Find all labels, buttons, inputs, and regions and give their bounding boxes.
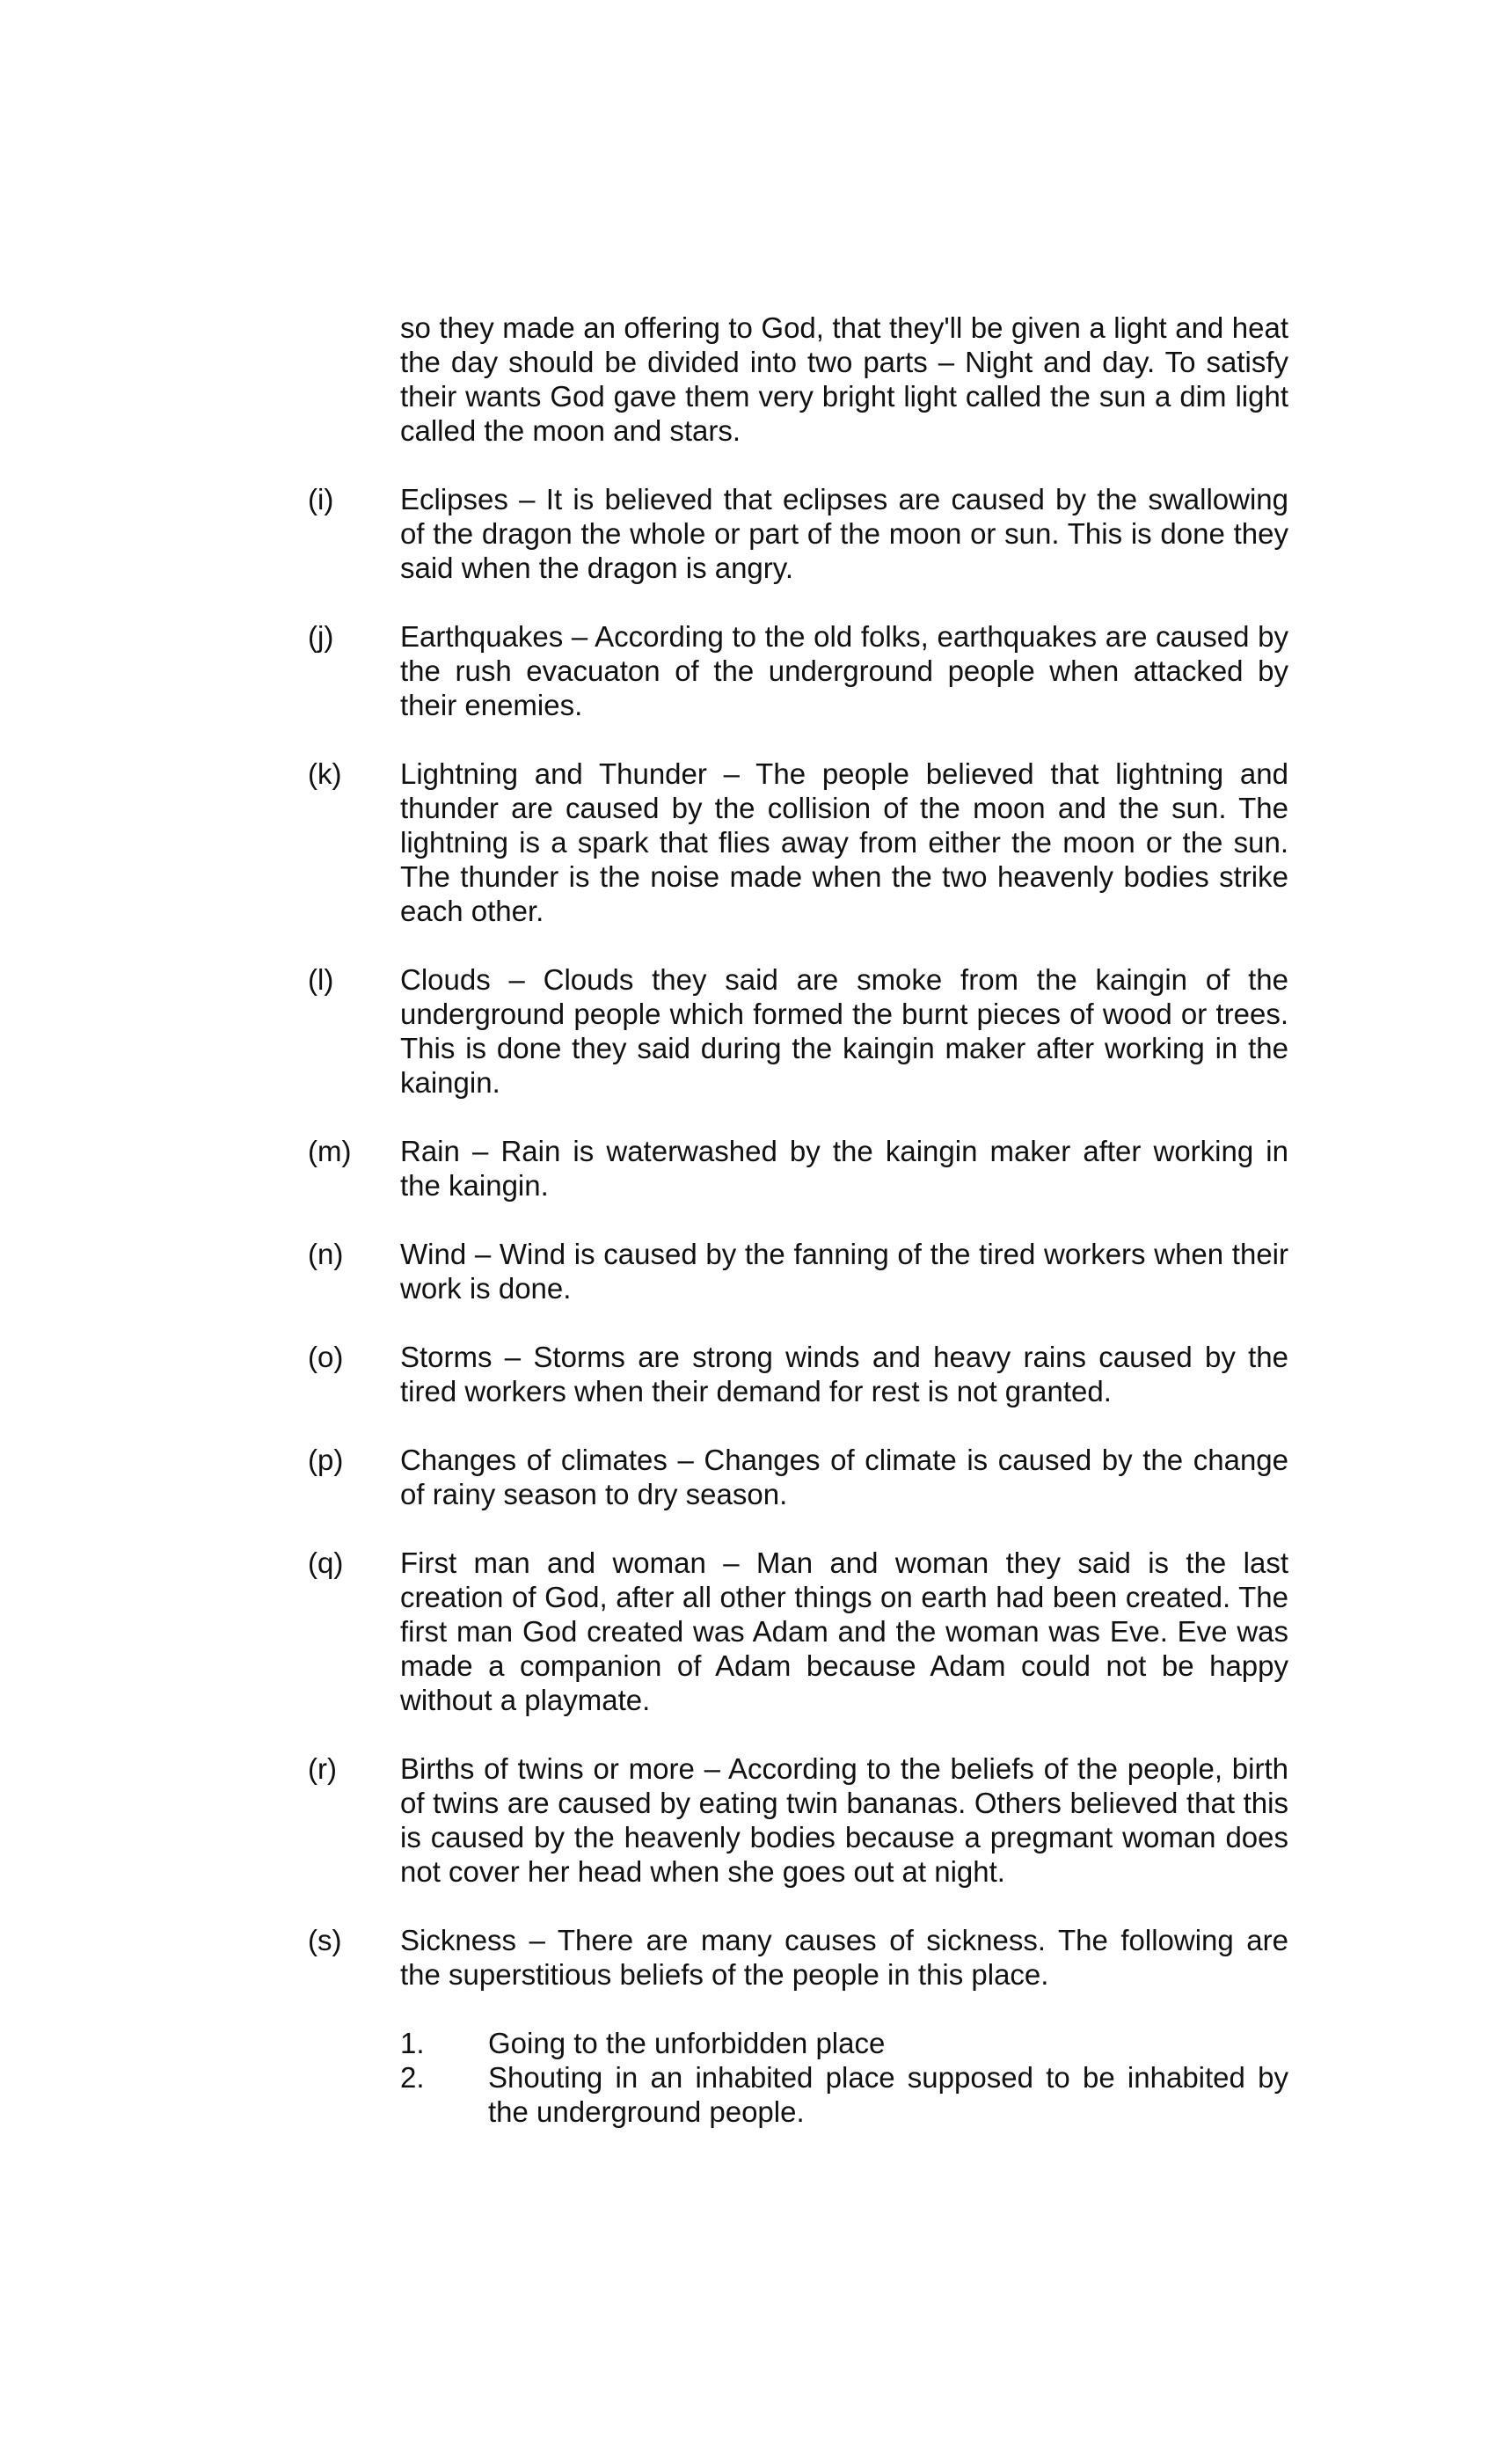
list-item-storms [308,1340,1288,1408]
list-item-first-man-woman [308,1546,1288,1717]
item-text: Eclipses – It is believed that eclipses are caused by the swallowing of the dragon the whole or part of the moon or sun. This is done they said when the dragon is angry. [400,483,1288,584]
item-label: (r) [308,1752,337,1785]
sickness-causes-list [400,2026,1288,2129]
item-label: (l) [308,963,334,996]
list-item-eclipses [308,482,1288,585]
item-text: Rain – Rain is waterwashed by the kaingin maker after working in the kaingin. [400,1135,1288,1202]
sublist-number: 2. [400,2061,425,2094]
item-label: (j) [308,620,334,653]
item-text: Lightning and Thunder – The people believed that lightning and thunder are caused by the collision of the moon and the sun. The lightning is a spark that flies away from either the moon or the sun. The thunder is the noise made when the two heavenly bodies strike each other. [400,757,1288,927]
item-text: Wind – Wind is caused by the fanning of the tired workers when their work is done. [400,1238,1288,1305]
list-item-earthquakes [308,619,1288,722]
sublist-item [400,2026,1288,2060]
item-label: (s) [308,1924,342,1956]
list-item-wind [308,1237,1288,1305]
item-text: First man and woman – Man and woman they said is the last creation of God, after all other things on earth had been created. The first man God created was Adam and the woman was Eve. Eve was made a companion of Adam because Adam could not be happy without a playmate. [400,1546,1288,1716]
item-text: Changes of climates – Changes of climate is caused by the change of rainy season to dry season. [400,1444,1288,1510]
item-text: Births of twins or more – According to the beliefs of the people, birth of twins are caused by eating twin bananas. Others believed that this is caused by the heavenly bodies because a pregmant woman does not cover her head when she goes out at night. [400,1752,1288,1888]
list-item-climate-changes [308,1443,1288,1511]
sublist-text: Going to the unforbidden place [488,2027,886,2059]
item-label: (i) [308,483,334,515]
list-item-lightning-thunder [308,757,1288,928]
list-item-sickness [308,1923,1288,1992]
intro-paragraph: so they made an offering to God, that they'll be given a light and heat the day should be divided into two parts – Night and day. To satisfy their wants God gave them very bright light called the sun a dim light called the moon and stars. [400,311,1288,447]
list-item-rain [308,1134,1288,1203]
item-text: Sickness – There are many causes of sickness. The following are the superstitious beliefs of the people in this place. [400,1924,1288,1991]
item-label: (q) [308,1546,344,1579]
item-text: Earthquakes – According to the old folks, earthquakes are caused by the rush evacuaton of the underground people when attacked by their enemies. [400,620,1288,721]
list-item-twins [308,1751,1288,1889]
item-label: (n) [308,1238,344,1270]
sublist-item [400,2060,1288,2129]
sublist-text: Shouting in an inhabited place supposed to be inhabited by the underground people. [488,2061,1288,2128]
item-label: (m) [308,1135,352,1167]
item-text: Storms – Storms are strong winds and heavy rains caused by the tired workers when their demand for rest is not granted. [400,1341,1288,1407]
list-item-clouds [308,962,1288,1100]
item-label: (p) [308,1444,344,1476]
sublist-number: 1. [400,2027,425,2059]
page-content [308,311,1288,2129]
item-label: (k) [308,757,342,790]
item-label: (o) [308,1341,344,1373]
item-text: Clouds – Clouds they said are smoke from the kaingin of the underground people which formed the burnt pieces of wood or trees. This is done they said during the kaingin maker after working in the kaingin. [400,963,1288,1099]
